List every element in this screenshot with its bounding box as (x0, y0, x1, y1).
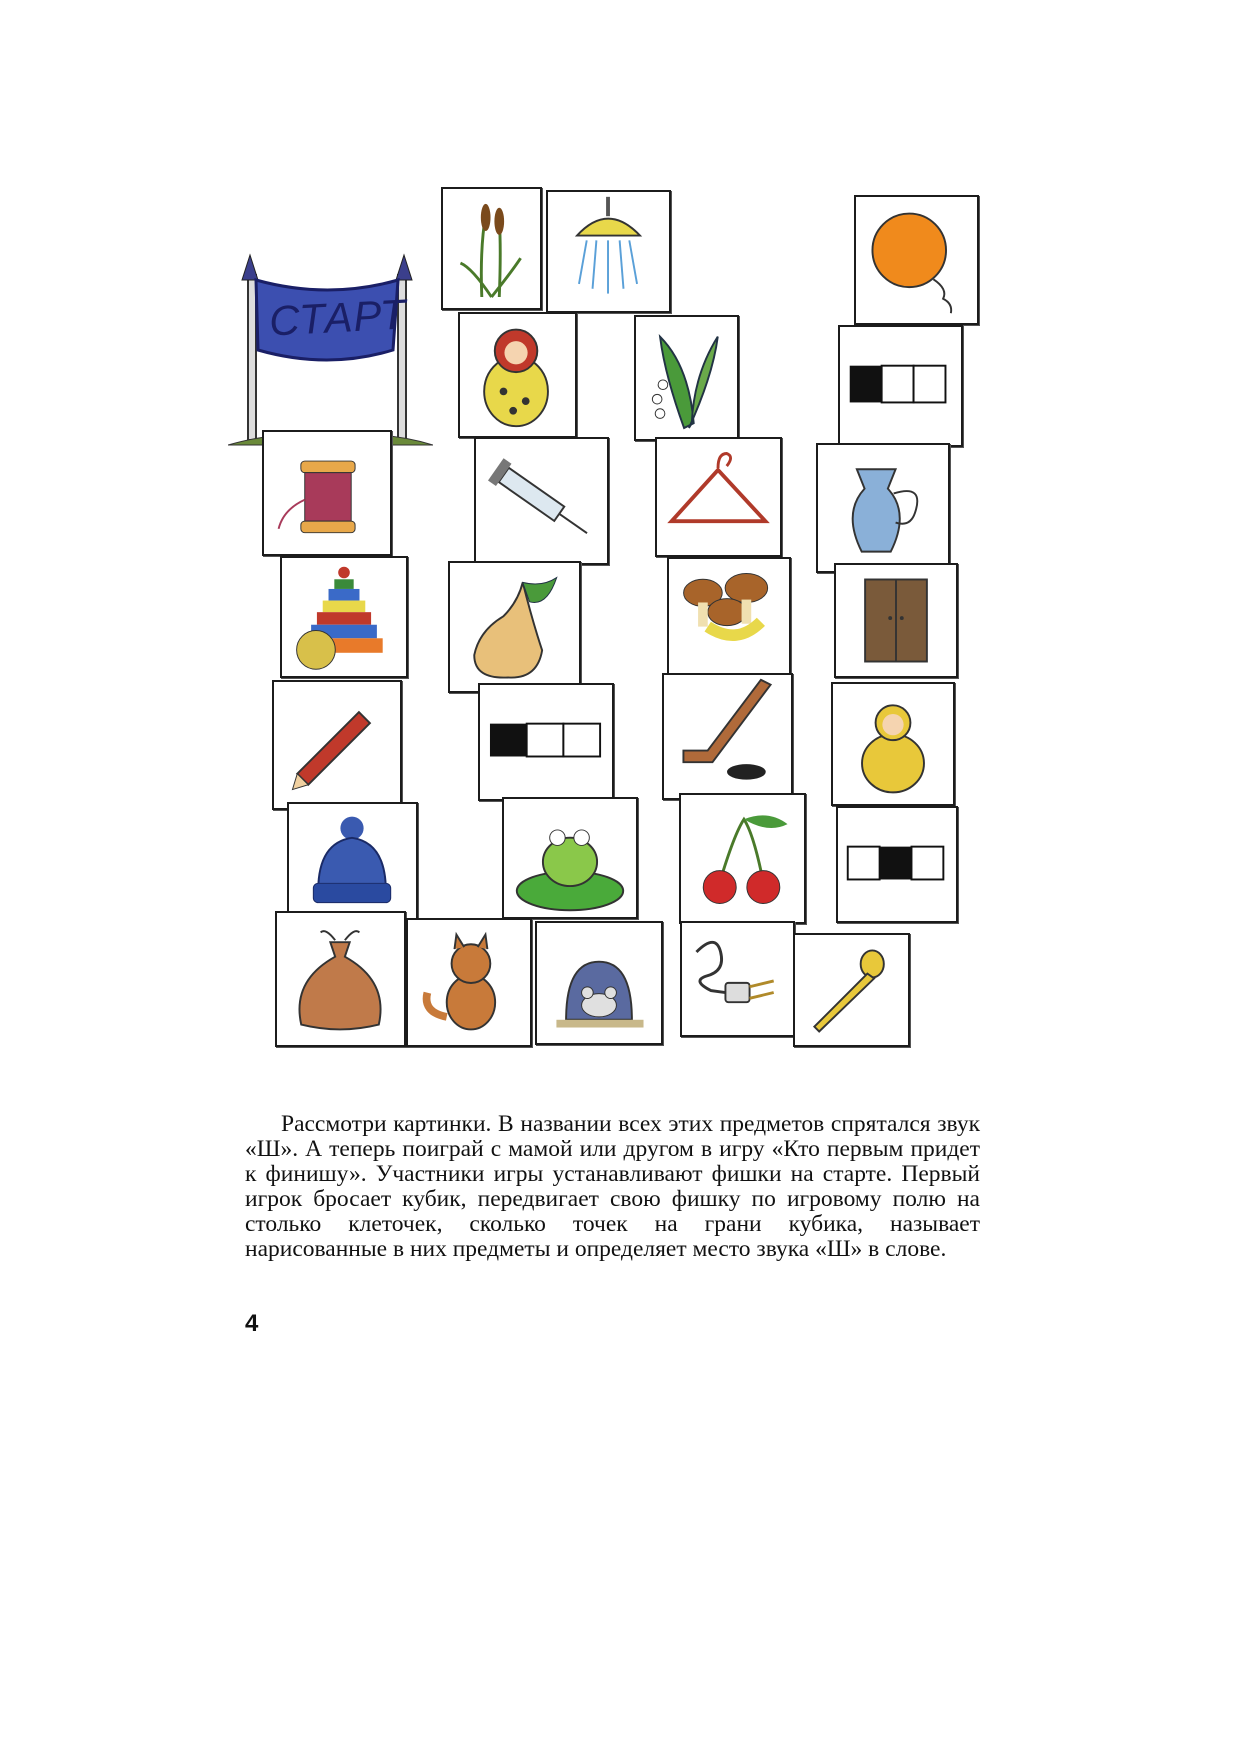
pear-icon (450, 563, 579, 691)
tile-cattail (441, 187, 542, 310)
tile-wardrobe (834, 563, 958, 678)
syringe-icon (476, 439, 607, 563)
tile-frog (502, 797, 638, 919)
tile-cherries (679, 793, 806, 924)
mouse-icon (537, 923, 661, 1043)
matryoshka-icon (460, 314, 575, 436)
tile-pear (448, 561, 581, 693)
sound-scheme-middle-icon (838, 808, 956, 921)
wardrobe-icon (836, 565, 956, 676)
sound-scheme-first-icon (840, 327, 961, 445)
sound-scheme-first-icon (480, 685, 612, 799)
tile-spool (262, 430, 392, 556)
tile-balloon (854, 195, 979, 325)
tile-lily (634, 315, 739, 441)
start-banner (228, 250, 433, 450)
pyramid-toy-icon (282, 558, 406, 676)
tile-pencil (272, 680, 402, 810)
tile-scheme-1 (838, 325, 963, 447)
tile-matryoshka (458, 312, 577, 438)
roly-poly-doll-icon (833, 684, 953, 804)
tile-scheme-3 (836, 806, 958, 923)
tile-mouse (535, 921, 663, 1045)
tile-hanger (655, 437, 782, 557)
tile-screw (793, 933, 910, 1047)
lily-of-the-valley-icon (636, 317, 737, 439)
spool-icon (264, 432, 390, 554)
kitten-icon (408, 920, 530, 1045)
tile-shower (546, 190, 671, 313)
tile-syringe (474, 437, 609, 565)
balloon-icon (856, 197, 977, 323)
tile-hat (287, 802, 418, 924)
tile-mushrooms (667, 557, 791, 675)
shower-icon (548, 192, 669, 311)
tile-kitten (406, 918, 532, 1047)
cattail-icon (443, 189, 540, 308)
frog-icon (504, 799, 636, 917)
tile-hockey (662, 673, 793, 800)
tile-sack (275, 911, 406, 1047)
instructions-text: Рассмотри картинки. В названии всех этих предметов спрятался звук «Ш». А теперь поиграй с мамой или другом в игру «Кто первым придет к финишу». Участники игры устанавливают фишки на старте. Первый игрок бросает кубик, передвигает свою фишку по игровому полю на столько клеточек, сколько точек на грани кубика, называет нарисованные в них предметы и определяет место звука «Ш» в слове. (245, 1111, 980, 1262)
page-number: 4 (245, 1310, 259, 1337)
tile-plug (680, 921, 795, 1037)
mushrooms-icon (669, 559, 789, 673)
knit-hat-icon (289, 804, 416, 922)
screw-icon (795, 935, 908, 1045)
hockey-stick-puck-icon (664, 675, 791, 798)
plug-icon (682, 923, 793, 1035)
cherries-icon (681, 795, 804, 922)
jug-icon (818, 445, 948, 571)
pencil-icon (274, 682, 400, 808)
sack-icon (277, 913, 404, 1045)
start-label: СТАРТ (268, 290, 408, 345)
tile-pyramid (280, 556, 408, 678)
tile-jug (816, 443, 950, 573)
tile-roly-poly (831, 682, 955, 806)
hanger-icon (657, 439, 780, 555)
tile-scheme-2 (478, 683, 614, 801)
